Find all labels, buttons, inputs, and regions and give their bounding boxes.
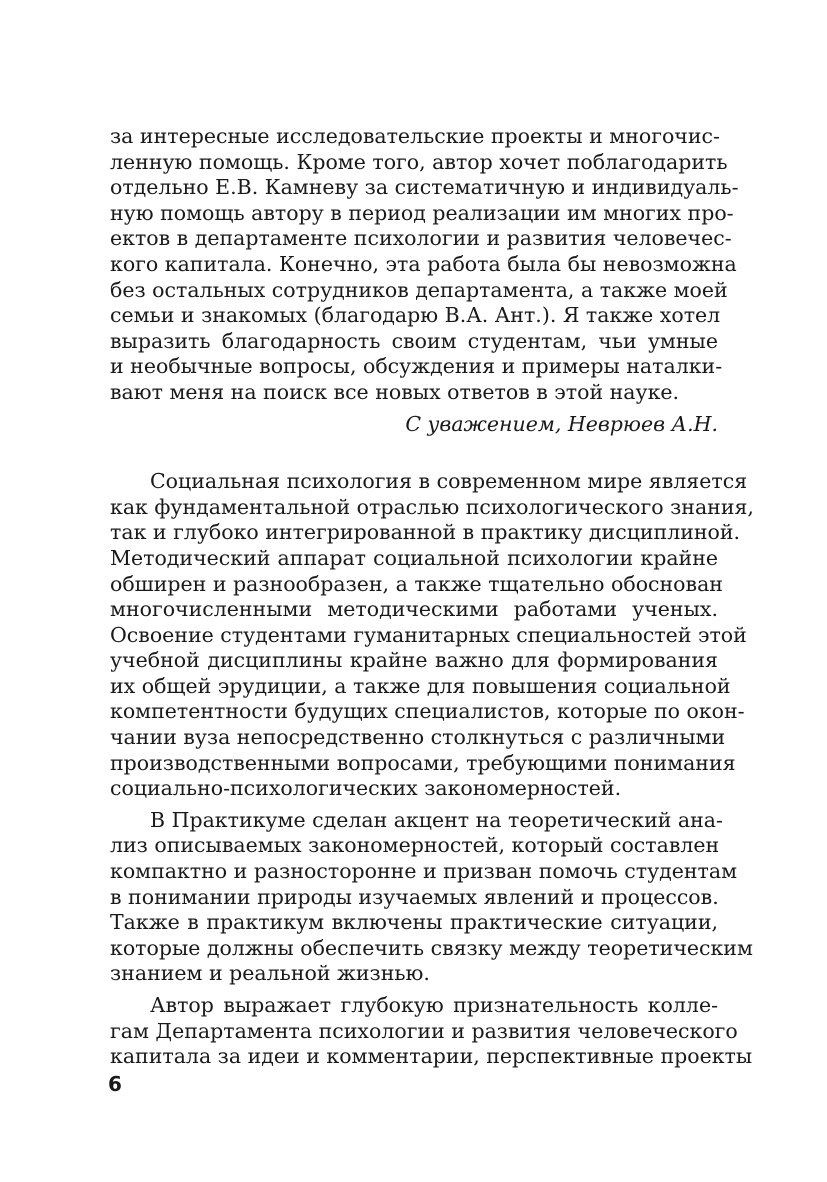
acknowledgement-paragraph	[110, 124, 739, 406]
text-line: без остальных сотрудников департамента, а также моей	[110, 277, 728, 302]
text-line: Социальная психология в современном мире является	[150, 469, 748, 494]
text-line: производственными вопросами, требующими понимания	[110, 750, 736, 775]
text-line: капитала за идеи и комментарии, перспективные проекты	[110, 1044, 753, 1069]
body-paragraph-1	[110, 469, 754, 802]
text-line: Освоение студентами гуманитарных специальностей этой	[110, 622, 747, 647]
text-line: так и глубоко интегрированной в практику дисциплиной.	[110, 520, 741, 545]
text-line: ленную помощь. Кроме того, автор хочет поблагодарить	[110, 149, 728, 174]
text-line: ектов в департаменте психологии и развития человечес-	[110, 226, 732, 251]
text-line: компактно и разносторонне и призван помочь студентам	[110, 859, 738, 884]
text-line: вают меня на поиск все новых ответов в этой науке.	[110, 379, 680, 404]
text-line: отдельно Е.В. Камневу за систематичную и индивидуаль-	[110, 175, 739, 200]
text-line: кого капитала. Конечно, эта работа была бы невозможна	[110, 251, 737, 276]
text-line: семьи и знакомых (благодарю В.А. Ант.). Я также хотел	[110, 303, 721, 328]
text-line: выразить благодарность своим студентам, чьи умные	[110, 328, 718, 353]
text-line: Методический аппарат социальной психологии крайне	[110, 545, 718, 570]
text-line: социально-психологических закономерностей.	[110, 776, 622, 801]
text-line: обширен и разнообразен, а также тщательно обоснован	[110, 571, 723, 596]
text-line: Автор выражает глубокую признательность колле-	[150, 993, 718, 1017]
page-text	[110, 124, 754, 1070]
text-line: которые должны обеспечить связку между теоретическим	[110, 935, 753, 960]
text-line: гам Департамента психологии и развития человеческого	[110, 1018, 738, 1043]
body-paragraph-3	[110, 993, 753, 1070]
text-line: знанием и реальной жизнью.	[110, 961, 430, 986]
text-line: и необычные вопросы, обсуждения и примеры наталки-	[110, 354, 723, 379]
author-signature: С уважением, Неврюев А.Н.	[405, 411, 718, 436]
text-line: как фундаментальной отраслью психологического знания,	[110, 494, 754, 519]
text-line: В Практикуме сделан акцент на теоретический ана-	[150, 807, 723, 832]
text-line: в понимании природы изучаемых явлений и процессов.	[110, 884, 719, 909]
text-line: многочисленными методическими работами ученых.	[110, 597, 718, 622]
text-line: ную помощь автору в период реализации им многих про-	[110, 200, 734, 225]
text-line: лиз описываемых закономерностей, который составлен	[110, 833, 720, 858]
page-number: 6	[108, 1072, 122, 1096]
text-line: чании вуза непосредственно столкнуться с различными	[110, 725, 726, 750]
text-line: их общей эрудиции, а также для повышения социальной	[110, 673, 731, 698]
text-line: за интересные исследовательские проекты и многочис-	[110, 124, 720, 148]
text-line: компетентности будущих специалистов, которые по окон-	[110, 699, 745, 724]
section-gap	[110, 437, 718, 469]
body-paragraph-2	[110, 807, 753, 987]
text-line: Также в практикум включены практические ситуации,	[110, 910, 718, 935]
text-line: учебной дисциплины крайне важно для формирования	[110, 648, 718, 673]
